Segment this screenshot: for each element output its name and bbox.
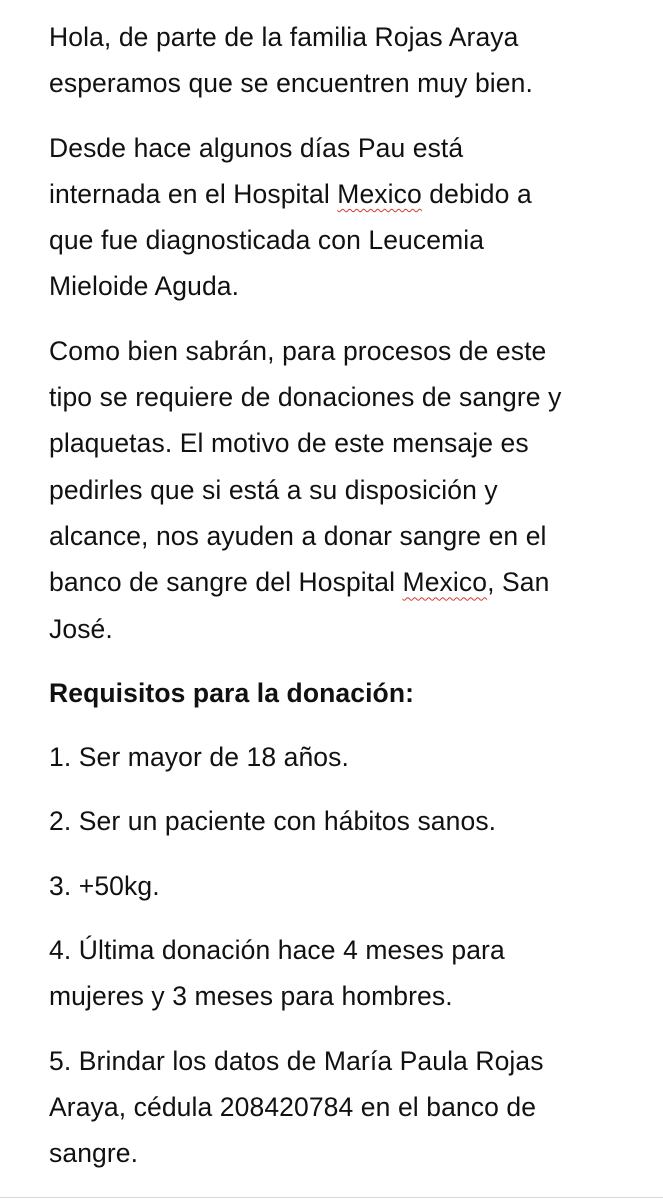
text-line: 4. Última donación hace 4 meses para (49, 935, 505, 966)
text-line: Como bien sabrán, para procesos de este (49, 335, 547, 366)
text-line: Araya, cédula 208420784 en el banco de (49, 1091, 537, 1122)
text-segment: debido a (421, 178, 532, 209)
text-line: pedirles que si está a su disposición y (49, 474, 498, 505)
text-line: 5. Brindar los datos de María Paula Rojas (49, 1045, 544, 1076)
text-segment: , San (487, 567, 550, 598)
text-line: esperamos que se encuentren muy bien. (49, 68, 533, 99)
spellcheck-flagged-word[interactable]: Mexico (402, 567, 488, 598)
text-line: 2. Ser un paciente con hábitos sanos. (49, 806, 497, 837)
text-line: 3. +50kg. (49, 870, 160, 901)
text-line (49, 559, 643, 605)
page-bottom-divider (0, 1197, 663, 1198)
text-line: tipo se requiere de donaciones de sangre y (49, 382, 562, 413)
text-line (49, 171, 643, 217)
text-line: Hola, de parte de la familia Rojas Araya (49, 22, 519, 52)
requirement-item-3 (49, 863, 643, 909)
text-line: Mieloide Aguda. (49, 271, 240, 302)
text-line: que fue diagnosticada con Leucemia (49, 225, 485, 256)
text-line: plaquetas. El motivo de este mensaje es (49, 428, 529, 459)
text-line: Desde hace algunos días Pau está (49, 132, 464, 163)
text-segment: internada en el Hospital (49, 178, 338, 209)
requirement-item-2 (49, 798, 643, 844)
requirement-item-5 (49, 1038, 643, 1177)
requirement-item-1 (49, 734, 643, 780)
spellcheck-flagged-word[interactable]: Mexico (337, 178, 422, 209)
paragraph-intro (49, 14, 643, 107)
text-line: 1. Ser mayor de 18 años. (49, 742, 349, 773)
text-line: José. (49, 613, 113, 644)
requirements-heading: Requisitos para la donación: (49, 677, 415, 708)
text-line: alcance, nos ayuden a donar sangre en el (49, 520, 547, 551)
paragraph-situation (49, 125, 643, 310)
paragraph-request (49, 328, 643, 652)
requirement-item-4 (49, 927, 643, 1020)
text-line: sangre. (49, 1138, 139, 1169)
text-segment: banco de sangre del Hospital (49, 567, 403, 598)
text-line: mujeres y 3 meses para hombres. (49, 981, 453, 1012)
